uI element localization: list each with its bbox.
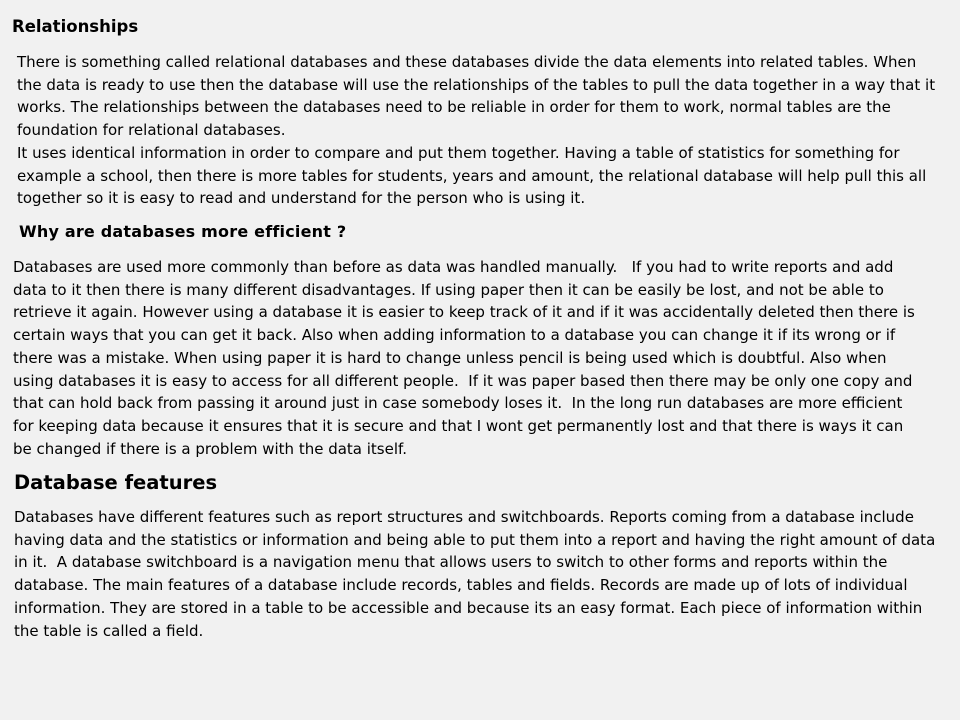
efficiency-heading: Why are databases more efficient ?	[19, 222, 347, 241]
features-heading: Database features	[14, 471, 218, 494]
efficiency-paragraph: Databases are used more commonly than before as data was handled manually. If you had to write reports and add data to it then there is many different disadvantages. If using paper then it can be easily be lost, and not be able to retrieve it again. However using a database it is easier to keep track of it and if it was accidentally deleted then there is certain ways that you can get it back. Also when adding information to a database you can change it if its wrong or if there was a mistake. When using paper it is hard to change unless pencil is being used which is doubtful. Also when using databases it is easy to access for all different people. If it was paper based then there may be only one copy and that can hold back from passing it around just in case somebody loses it. In the long run databases are more efficient for keeping data because it ensures that it is secure and that I wont get permanently lost and that there is ways it can be changed if there is a problem with the data itself.	[13, 258, 915, 458]
features-paragraph: Databases have different features such as report structures and switchboards. Reports coming from a database include having data and the statistics or information and being able to put them into a report and having the right amount of data in it. A database switchboard is a navigation menu that allows users to switch to other forms and reports within the database. The main features of a database include records, tables and fields. Records are made up of lots of individual information. They are stored in a table to be accessible and because its an easy format. Each piece of information within the table is called a field.	[14, 508, 936, 640]
relationships-paragraph: There is something called relational databases and these databases divide the data elements into related tables. When the data is ready to use then the database will use the relationships of the tables to pull the data together in a way that it works. The relationships between the databases need to be reliable in order for them to work, normal tables are the foundation for relational databases. It uses identical information in order to compare and put them together. Having a table of statistics for something for example a school, then there is more tables for students, years and amount, the relational database will help pull this all together so it is easy to read and understand for the person who is using it.	[17, 53, 936, 208]
relationships-heading: Relationships	[12, 17, 139, 36]
